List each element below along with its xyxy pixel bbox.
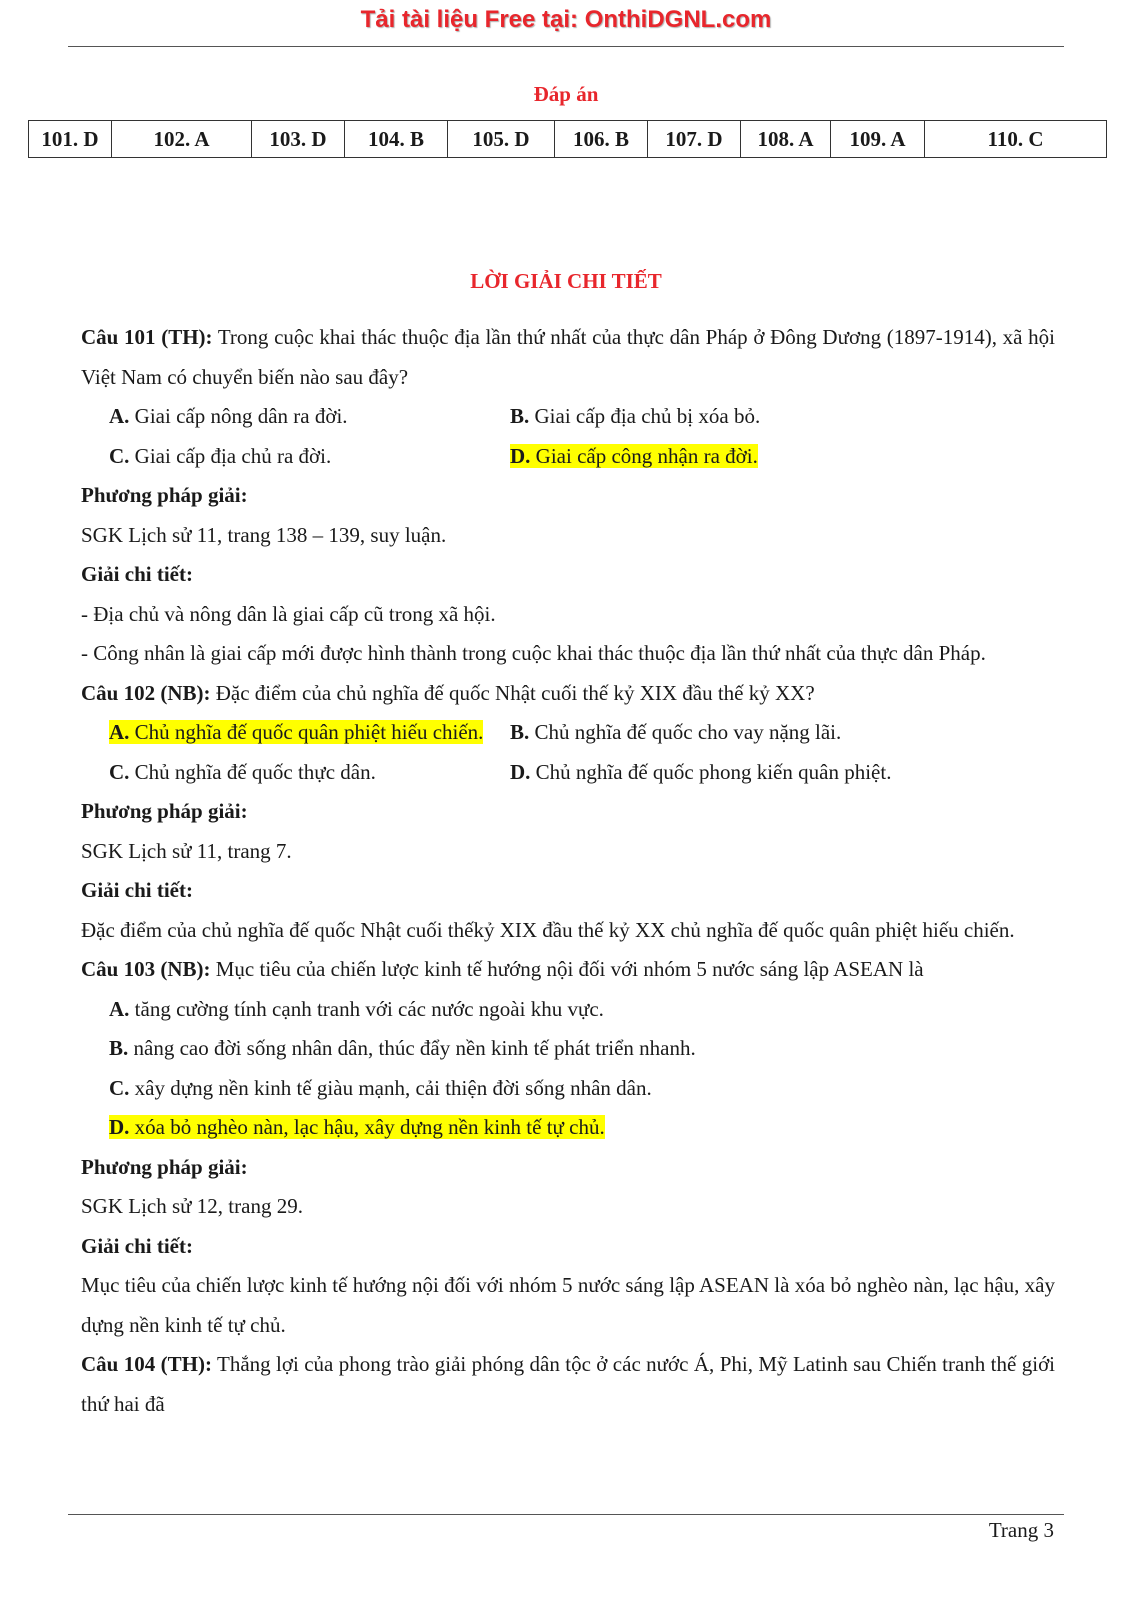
option-a xyxy=(81,397,510,437)
footer-divider xyxy=(68,1514,1064,1515)
option-b xyxy=(81,1029,1055,1069)
question-label: Câu 102 (NB): xyxy=(81,680,211,705)
method-label: Phương pháp giải: xyxy=(81,483,248,507)
answer-cell: 108. A xyxy=(741,121,831,158)
option-letter: B. xyxy=(510,720,530,744)
answer-cell: 106. B xyxy=(555,121,648,158)
option-letter: C. xyxy=(109,443,130,468)
option-d-correct xyxy=(510,437,939,477)
option-letter: D. xyxy=(510,759,531,784)
question-label: Câu 104 (TH): xyxy=(81,1352,212,1376)
detail-label: Giải chi tiết: xyxy=(81,878,193,902)
option-d xyxy=(510,753,939,793)
option-letter: D. xyxy=(510,443,531,468)
header-divider xyxy=(68,46,1064,47)
option-letter: A. xyxy=(109,720,130,744)
page-number: Trang 3 xyxy=(988,1518,1054,1542)
detail-label: Giải chi tiết: xyxy=(81,562,193,586)
detail-label: Giải chi tiết: xyxy=(81,1233,193,1258)
option-text: Chủ nghĩa đế quốc quân phiệt hiếu chiến. xyxy=(129,720,484,744)
question-label: Câu 101 (TH): xyxy=(81,325,213,349)
method-label: Phương pháp giải: xyxy=(81,1154,248,1179)
options-row xyxy=(81,437,1055,477)
option-text: Chủ nghĩa đế quốc thực dân. xyxy=(129,759,376,784)
question-103 xyxy=(81,950,1055,990)
method-text: SGK Lịch sử 12, trang 29. xyxy=(81,1194,303,1218)
solutions-content xyxy=(81,318,1055,1424)
question-102 xyxy=(81,674,1055,714)
answer-cell: 103. D xyxy=(252,121,345,158)
option-text: Chủ nghĩa đế quốc phong kiến quân phiệt. xyxy=(530,759,892,784)
option-letter: D. xyxy=(109,1115,130,1139)
header-website-link[interactable]: Tải tài liệu Free tại: OnthiDGNL.com xyxy=(360,6,772,33)
question-text: Thắng lợi của phong trào giải phóng dân tộc ở các nước Á, Phi, Mỹ Latinh sau Chiến tranh thế giới thứ hai đã xyxy=(81,1352,1056,1416)
option-c xyxy=(81,753,510,793)
options-row xyxy=(81,397,1055,437)
detail-line: - Công nhân là giai cấp mới được hình thành trong cuộc khai thác thuộc địa lần thứ nhất của thực dân Pháp. xyxy=(81,641,986,665)
option-text: xây dựng nền kinh tế giàu mạnh, cải thiện đời sống nhân dân. xyxy=(129,1075,652,1100)
question-101 xyxy=(81,318,1055,397)
answer-cell: 102. A xyxy=(112,121,252,158)
answer-cell: 101. D xyxy=(29,121,112,158)
answer-cell: 109. A xyxy=(831,121,925,158)
option-text: tăng cường tính cạnh tranh với các nước ngoài khu vực. xyxy=(129,996,604,1021)
option-letter: C. xyxy=(109,1075,130,1100)
answer-key-title: Đáp án xyxy=(533,82,599,106)
option-text: Chủ nghĩa đế quốc cho vay nặng lãi. xyxy=(529,720,842,744)
question-text: Trong cuộc khai thác thuộc địa lần thứ nhất của thực dân Pháp ở Đông Dương (1897-1914), xã hội Việt Nam có chuyển biến nào sau đây? xyxy=(81,325,1056,389)
option-text: Giai cấp công nhận ra đời. xyxy=(530,443,758,468)
option-text: nâng cao đời sống nhân dân, thúc đẩy nền kinh tế phát triển nhanh. xyxy=(128,1036,696,1060)
option-c xyxy=(81,437,510,477)
option-a xyxy=(81,990,1055,1030)
detail-text: Đặc điểm của chủ nghĩa đế quốc Nhật cuối thếkỷ XIX đầu thế kỷ XX chủ nghĩa đế quốc quân phiệt hiếu chiến. xyxy=(81,917,1015,942)
options-row xyxy=(81,753,1055,793)
options-row xyxy=(81,713,1055,753)
option-b xyxy=(510,713,939,753)
option-b xyxy=(510,397,939,437)
option-letter: A. xyxy=(109,404,130,428)
option-text: Giai cấp địa chủ bị xóa bỏ. xyxy=(529,404,761,428)
option-a-correct xyxy=(81,713,510,753)
detail-text: Mục tiêu của chiến lược kinh tế hướng nội đối với nhóm 5 nước sáng lập ASEAN là xóa bỏ nghèo nàn, lạc hậu, xây dựng nền kinh tế tự chủ. xyxy=(81,1273,1055,1337)
method-text: SGK Lịch sử 11, trang 7. xyxy=(81,838,292,863)
option-letter: C. xyxy=(109,759,130,784)
option-text: xóa bỏ nghèo nàn, lạc hậu, xây dựng nền kinh tế tự chủ. xyxy=(129,1115,605,1139)
question-text: Mục tiêu của chiến lược kinh tế hướng nội đối với nhóm 5 nước sáng lập ASEAN là xyxy=(210,957,924,981)
method-text: SGK Lịch sử 11, trang 138 – 139, suy luận. xyxy=(81,522,447,547)
answer-cell: 110. C xyxy=(925,121,1107,158)
question-label: Câu 103 (NB): xyxy=(81,957,211,981)
option-text: Giai cấp địa chủ ra đời. xyxy=(129,443,332,468)
option-letter: B. xyxy=(510,404,530,428)
detail-line: - Địa chủ và nông dân là giai cấp cũ trong xã hội. xyxy=(81,601,496,626)
option-d-correct xyxy=(81,1108,1055,1148)
question-104 xyxy=(81,1345,1055,1424)
answer-cell: 104. B xyxy=(345,121,448,158)
answer-key-table xyxy=(28,120,1107,158)
option-c xyxy=(81,1069,1055,1109)
section-title: LỜI GIẢI CHI TIẾT xyxy=(470,269,662,293)
option-letter: A. xyxy=(109,996,130,1021)
answer-cell: 105. D xyxy=(448,121,555,158)
method-label: Phương pháp giải: xyxy=(81,799,248,823)
answer-key-row xyxy=(29,121,1107,158)
option-text: Giai cấp nông dân ra đời. xyxy=(129,404,348,428)
option-letter: B. xyxy=(109,1036,129,1060)
answer-cell: 107. D xyxy=(648,121,741,158)
question-text: Đặc điểm của chủ nghĩa đế quốc Nhật cuối thế kỷ XIX đầu thế kỷ XX? xyxy=(210,680,815,705)
